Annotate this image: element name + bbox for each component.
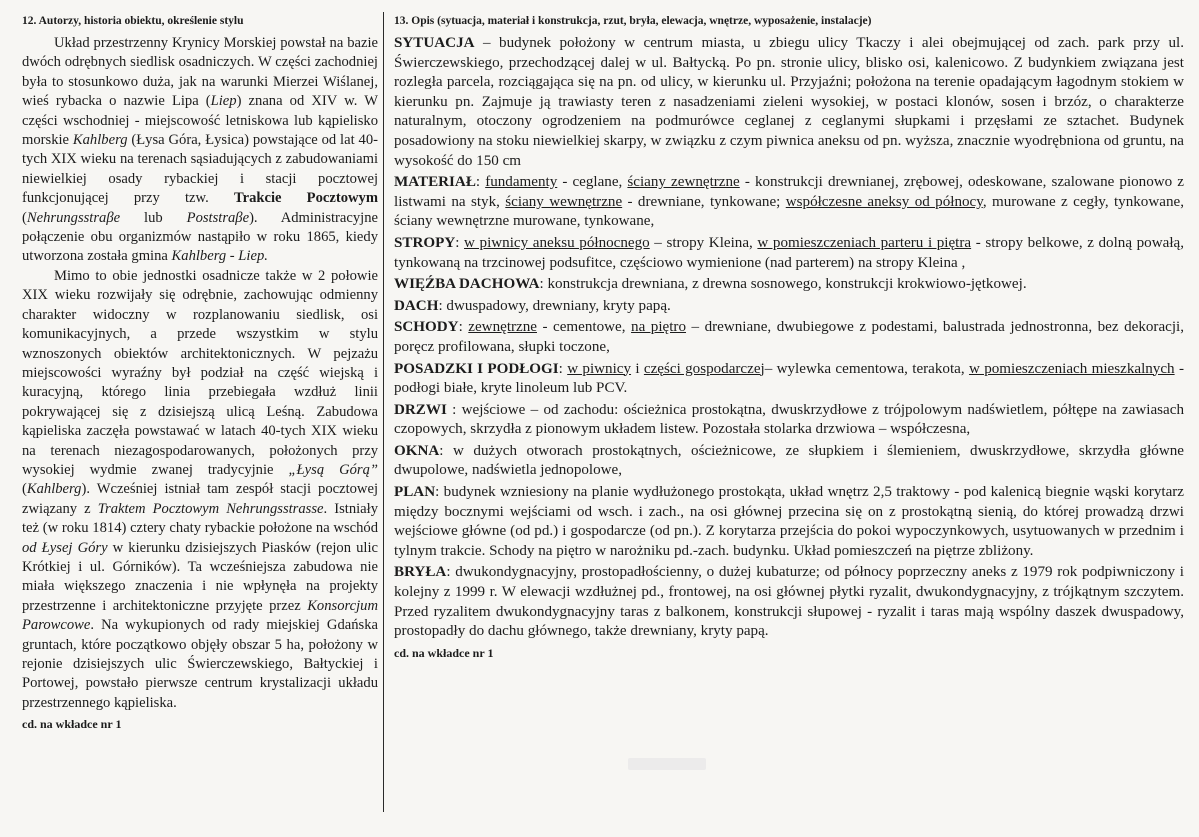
text-run: : wejściowe – od zachodu: ościeżnica prostokątna, dwuskrzydłowe z trójpolowym nadświetlem, półtępe na zawiasach czopowych, skrzydła z pionowym układem listew. Pozostała stolarka drzwiowa – współczesna,	[394, 401, 1184, 438]
text-run: ). Administracyjne połączenie obu organizmów nastąpiło w roku 1865, kiedy utworzona została gmina	[22, 209, 378, 265]
section-keyword: WIĘŹBA DACHOWA	[394, 276, 540, 293]
right-column	[394, 14, 1184, 819]
italic-term: Kahlberg	[26, 481, 82, 498]
underlined-term: fundamenty	[485, 174, 558, 191]
description-paragraph	[394, 563, 1184, 641]
text-run: : w dużych otworach prostokątnych, ościeżnicowe, ze słupkiem i ślemieniem, dwuskrzydłowe, skrzydła główne dwupolowe, nadświetla jednopolowe,	[394, 442, 1184, 479]
column-divider	[383, 12, 384, 812]
section-keyword: STROPY	[394, 234, 456, 251]
underlined-term: części gospodarczej	[643, 360, 765, 377]
underlined-term: na piętro	[631, 319, 687, 336]
text-run: ). Wcześniej istniał tam zespół stacji pocztowej związany z	[22, 481, 378, 517]
text-run: . Na wykupionych od rady miejskiej Gdańska gruntach, które początkowo objęły obszar 5 ha, położony w rejonie dzisiejszych ulic Świerczewskiego, Bałtyckiej i Portowej, powstało pierwsze centrum krystalizacji układu przestrzennego kąpieliska.	[22, 617, 378, 711]
text-run: :	[458, 319, 469, 336]
text-run: i	[631, 360, 644, 377]
text-run: - drewniane, tynkowane;	[622, 193, 786, 210]
text-run: Mimo to obie jednostki osadnicze także w 2 połowie XIX wieku rozwijały się odrębnie, zachowując odmienny charakter widoczny w rozplanowaniu siedlisk, osi komunikacyjnych, a przede wszystkim w stylu wznoszonych obiektów architektonicznych. W pejzażu miejscowości wyraźny był podział na część wiejską i kuracyjną, którego linia przebiegała wzdłuż linii pokrywającej się z dzisiejszą ulicą Leśną. Zabudowa kąpieliska zaczęła powstawać w latach 40-tych XIX wieku na terenach niezagospodarowanych, położonych przy wysokiej wydmie zwanej tradycyjnie	[22, 267, 378, 478]
text-run: , murowane z cegły, tynkowane, ściany wewnętrzne murowane, tynkowane,	[394, 193, 1184, 230]
text-run: - stropy belkowe, z dolną powałą, tynkowaną na trzcinowej podsufitce, częściowo wymienione (nad parterem) na stropy Kleina ,	[394, 234, 1184, 271]
text-run: :	[475, 174, 486, 191]
text-run: – budynek położony w centrum miasta, u zbiegu ulicy Tkaczy i alei obejmującej od zach. park przy ul. Świerczewskiego, przechodzącej dalej w ul. Bałtycką. Po pn. stronie ulicy, blisko osi, kalenicowo. Z budynkiem związana jest rozległa parcela, rozciągająca się na pn. od ulicy, w kierunku ul. Przyjaźni; położona na terenie opadającym łagodnym stokiem w kierunku pn. Zajmuje ją trawiasty teren z nasadzeniami zieleni wysokiej, w postaci klonów, sosen i brzóz, o charakterze naturalnym, otoczony ogrodzeniem na podmurówce ceglanej z ceglanymi słupkami i przęsłami ze sztachet. Budynek posadowiony na stoku niewielkiej skarpy, w związku z czym piwnica aneksu od pn. wyższa, znacznie wyodrębniona od gruntu, na wysokość do 150 cm	[394, 35, 1184, 169]
underlined-term: ściany zewnętrzne	[627, 174, 740, 191]
description-paragraph	[394, 401, 1184, 440]
underlined-term: współczesne aneksy od północy	[785, 193, 983, 210]
text-run: - ceglane,	[557, 174, 628, 191]
italic-term: Traktem Pocztowym Nehrungsstrasse	[97, 500, 324, 517]
underlined-term: zewnętrzne	[468, 319, 537, 336]
description-paragraph	[394, 173, 1184, 232]
text-run: - cementowe,	[537, 319, 632, 336]
text-run: (Łysa Góra, Łysica) powstające od lat 40-tych XIX wieku na terenach sąsiadujących z zabudowaniami niewielkiej osady rybackiej i stacji pocztowej funkcjonującej przy tzw.	[22, 132, 378, 207]
description-paragraph	[394, 442, 1184, 481]
italic-term: Kahlberg - Liep.	[171, 248, 268, 265]
italic-term: Poststraβe	[186, 209, 250, 226]
text-run: : konstrukcja drewniana, z drewna sosnowego, konstrukcji krokwiowo-jętkowej.	[539, 276, 1027, 293]
italic-term: Kahlberg	[72, 132, 128, 149]
italic-term: Konsorcjum Parowcowe	[22, 597, 378, 634]
section-keyword: BRYŁA	[394, 564, 447, 581]
text-run: (	[22, 209, 27, 226]
description-paragraph	[394, 360, 1184, 399]
section-keyword: DRZWI	[394, 401, 447, 418]
section-keyword: PLAN	[394, 484, 436, 501]
history-paragraph-2	[22, 267, 378, 713]
section-keyword: SYTUACJA	[394, 35, 475, 51]
text-run: :	[455, 234, 465, 251]
text-run: : budynek wzniesiony na planie wydłużonego prostokąta, układ wnętrz 2,5 traktowy - pod kalenicą biegnie wąski korytarz między bocznymi wejściami od wsch. i zach., na osi głównej przecina się on z prostokątną sienią, do której prowadzą drzwi wejściowe główne (od pd.) i gospodarcze (od pn.). Z korytarza przejścia do pokoi wypoczynkowych, usytuowanych w przednim i tylnym trakcie. Schody na piętro w narożniku pd.-zach. budynku. Układ pomieszczeń na piętrze zbliżony.	[394, 484, 1184, 559]
left-column	[22, 14, 378, 819]
italic-term: od Łysej Góry	[22, 539, 108, 556]
faint-stamp	[628, 758, 706, 770]
history-paragraph-1	[22, 34, 378, 267]
underlined-term: w piwnicy	[567, 360, 632, 377]
text-run: (	[22, 481, 27, 498]
description-paragraph	[394, 275, 1184, 295]
text-run: . Istniały też (w roku 1814) cztery chaty rybackie położone na wschód	[22, 500, 378, 537]
italic-term: Liep	[210, 93, 237, 110]
text-run: – stropy Kleina,	[649, 234, 758, 251]
underlined-term: w piwnicy aneksu północnego	[464, 234, 650, 251]
section-keyword: Trakcie Pocztowym	[233, 190, 378, 207]
section-keyword: SCHODY	[394, 319, 459, 336]
description-paragraph	[394, 34, 1184, 171]
section-keyword: MATERIAŁ	[394, 174, 476, 191]
section-12-body	[22, 34, 378, 735]
underlined-term: w pomieszczeniach parteru i piętra	[757, 234, 972, 251]
text-run: - podłogi białe, kryte linoleum lub PCV.	[394, 360, 1184, 397]
section-keyword: OKNA	[394, 442, 440, 459]
text-run: ) znana od XIV w. W części wschodniej - miejscowość letniskowa lub kąpielisko morskie	[22, 93, 378, 149]
text-run: – drewniane, dwubiegowe z podestami, balustrada jednostronna, bez dekoracji, poręcz profilowana, słupki toczone,	[394, 319, 1185, 355]
description-paragraph	[394, 234, 1184, 273]
text-run: – wylewka cementowa, terakota,	[764, 360, 969, 377]
italic-term: Nehrungsstraβe	[26, 209, 121, 226]
description-paragraph	[394, 483, 1184, 561]
continued-note-right: cd. na wkładce nr 1	[394, 645, 494, 660]
section-13-body	[394, 34, 1184, 642]
italic-term: „Łysą Górą”	[288, 461, 378, 478]
text-run: Układ przestrzenny Krynicy Morskiej powstał na bazie dwóch odrębnych siedlisk osadniczych. W części zachodniej była to stosunkowo duża, jak na warunki Mierzei Wiślanej, wieś rybacka o nazwie Lipa (	[22, 35, 378, 110]
section-keyword: POSADZKI I PODŁOGI	[394, 360, 559, 377]
description-paragraph	[394, 318, 1184, 357]
section-keyword: DACH	[394, 297, 439, 314]
continued-note-left: cd. na wkładce nr 1	[22, 717, 122, 732]
description-paragraph	[394, 297, 1184, 317]
text-run: w kierunku dzisiejszych Piasków (rejon ulic Krótkiej i ul. Górników). Ta wcześniejsza zabudowa nie miała większego znaczenia i nie wpłynęła na projekty przestrzenne i architektoniczne przyjęte przez	[22, 539, 378, 614]
text-run: lub	[120, 209, 187, 226]
underlined-term: ściany wewnętrzne	[505, 193, 623, 210]
section-12-heading: 12. Autorzy, historia obiektu, określenie stylu	[22, 15, 244, 27]
text-run: - konstrukcji drewnianej, zrębowej, odeskowane, szalowane pionowo z listwami na styk,	[394, 174, 1185, 210]
text-run: : dwukondygnacyjny, prostopadłościenny, o dużej kubaturze; od północy poprzeczny aneks z 1979 rok podpiwniczony i kolejny z 1999 r. W elewacji wzdłużnej pd., frontowej, na osi głównej płytki ryzalit, dwukondygnacyjny, z trójkątnym szczytem. Przed ryzalitem dwukondygnacyjny taras z balkonem, konstrukcji słupowej - ryzalit i taras mają wspólny daszek dwuspadowy, prostopadły do dachu głównego, także drewniany, kryty papą.	[394, 564, 1184, 640]
text-run: :	[558, 360, 568, 377]
text-run: : dwuspadowy, drewniany, kryty papą.	[438, 297, 671, 314]
underlined-term: w pomieszczeniach mieszkalnych	[968, 360, 1175, 377]
section-13-heading: 13. Opis (sytuacja, materiał i konstrukcja, rzut, bryła, elewacja, wnętrze, wyposażenie, instalacje)	[394, 15, 872, 27]
